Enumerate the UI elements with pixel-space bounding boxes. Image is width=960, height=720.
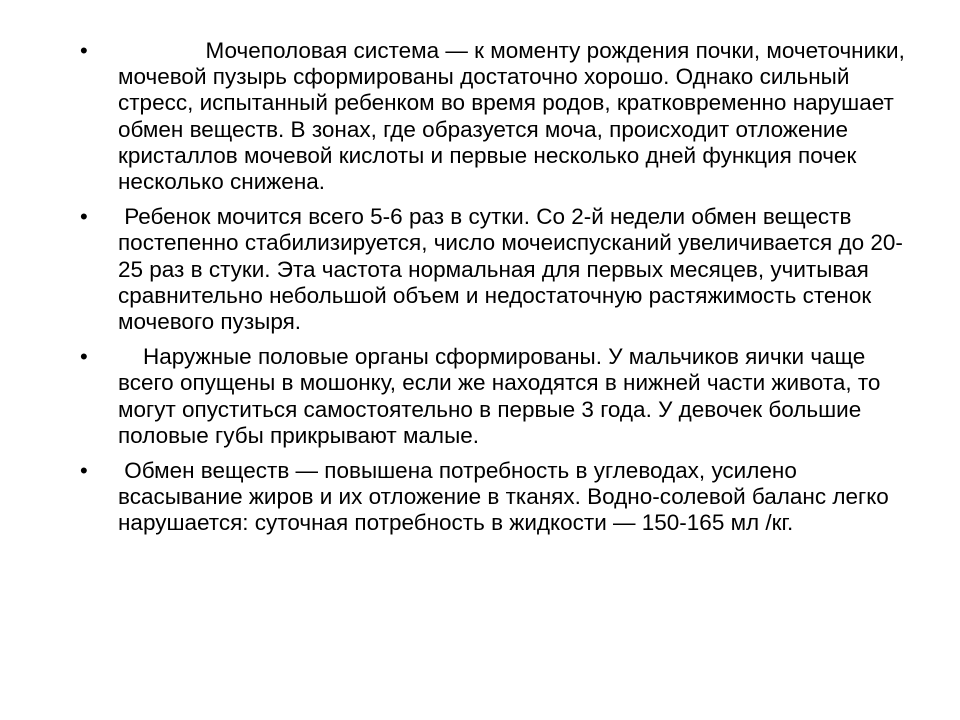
bullet-text: Ребенок мочится всего 5-6 раз в сутки. Со 2-й недели обмен веществ постепенно стабилизируется, число мочеиспусканий увеличивается до 20-25 раз в стуки. Эта частота нормальная для первых месяцев, учитывая сравнительно небольшой объем и недостаточную растяжимость стенок мочевого пузыря. [118, 204, 903, 335]
bullet-text: Наружные половые органы сформированы. У мальчиков яички чаще всего опущены в мошонку, если же находятся в нижней части живота, то могут опуститься самостоятельно в первые 3 года. У девочек большие половые губы прикрывают малые. [118, 344, 881, 448]
bullet-text: Обмен веществ — повышена потребность в углеводах, усилено всасывание жиров и их отложение в тканях. Водно-солевой баланс легко нарушается: суточная потребность в жидкости — 150-165 мл /кг. [118, 458, 889, 536]
bullet-dot-icon: • [80, 38, 88, 63]
bullet-dot-icon: • [80, 458, 88, 484]
bullet-list [80, 38, 910, 546]
bullet-text: Мочеполовая система — к моменту рождения почки, мочеточники, мочевой пузырь сформированы достаточно хорошо. Однако сильный стресс, испытанный ребенком во время родов, кратковременно нарушает обмен веществ. В зонах, где образуется моча, происходит отложение кристаллов мочевой кислоты и первые несколько дней функция почек несколько снижена. [118, 38, 905, 195]
bullet-item-urogenital-system [80, 38, 910, 195]
bullet-item-external-genitals [80, 344, 910, 449]
bullet-dot-icon: • [80, 344, 88, 370]
bullet-item-metabolism [80, 458, 910, 537]
bullet-dot-icon: • [80, 204, 88, 230]
bullet-item-urination [80, 204, 910, 335]
